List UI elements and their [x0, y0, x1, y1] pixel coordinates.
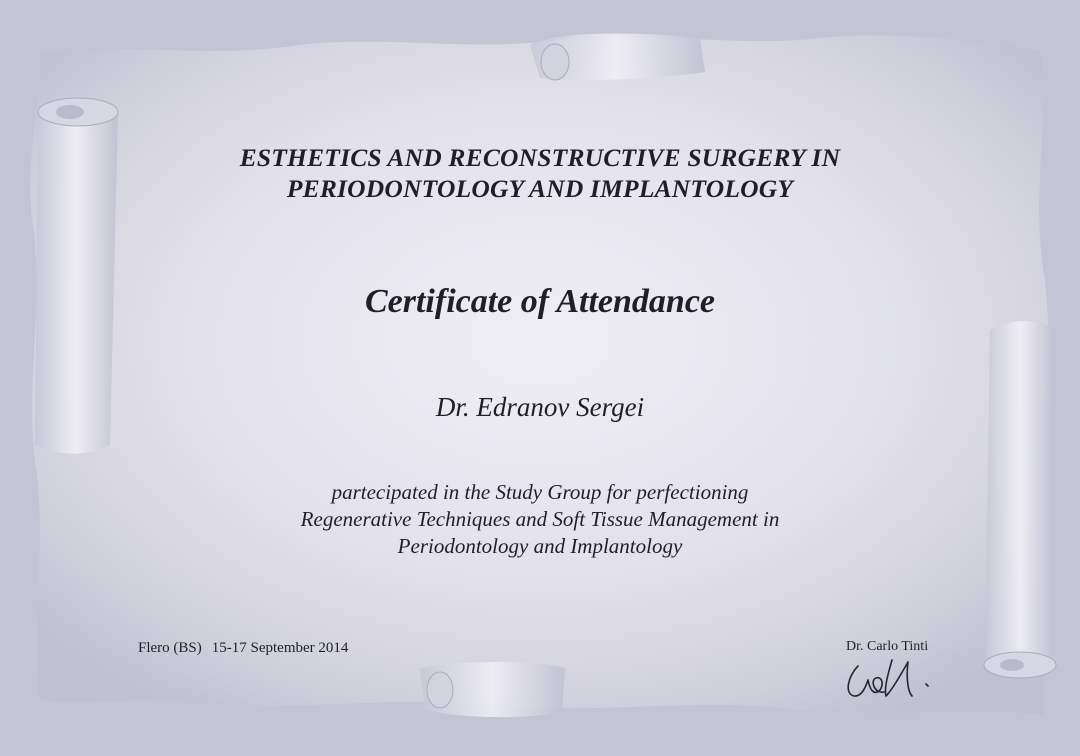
description-line: Periodontology and Implantology: [397, 534, 683, 558]
course-title-line: PERIODONTOLOGY AND IMPLANTOLOGY: [286, 174, 794, 203]
certificate-type: Certificate of Attendance: [364, 283, 715, 320]
course-title: [0, 142, 1080, 204]
description-line: partecipated in the Study Group for perfectioning: [331, 480, 749, 504]
handwritten-signature: [840, 650, 950, 705]
description-line: Regenerative Techniques and Soft Tissue Management in: [300, 507, 780, 531]
event-dates: 15-17 September 2014: [211, 640, 349, 656]
course-title-line: ESTHETICS AND RECONSTRUCTIVE SURGERY IN: [239, 143, 841, 172]
recipient-name: Dr. Edranov Sergei: [435, 392, 645, 422]
attendance-description: [0, 479, 1080, 560]
event-place: Flero (BS): [138, 640, 202, 656]
place-and-date: [138, 640, 348, 657]
signer-name: Dr. Carlo Tinti: [846, 639, 929, 654]
